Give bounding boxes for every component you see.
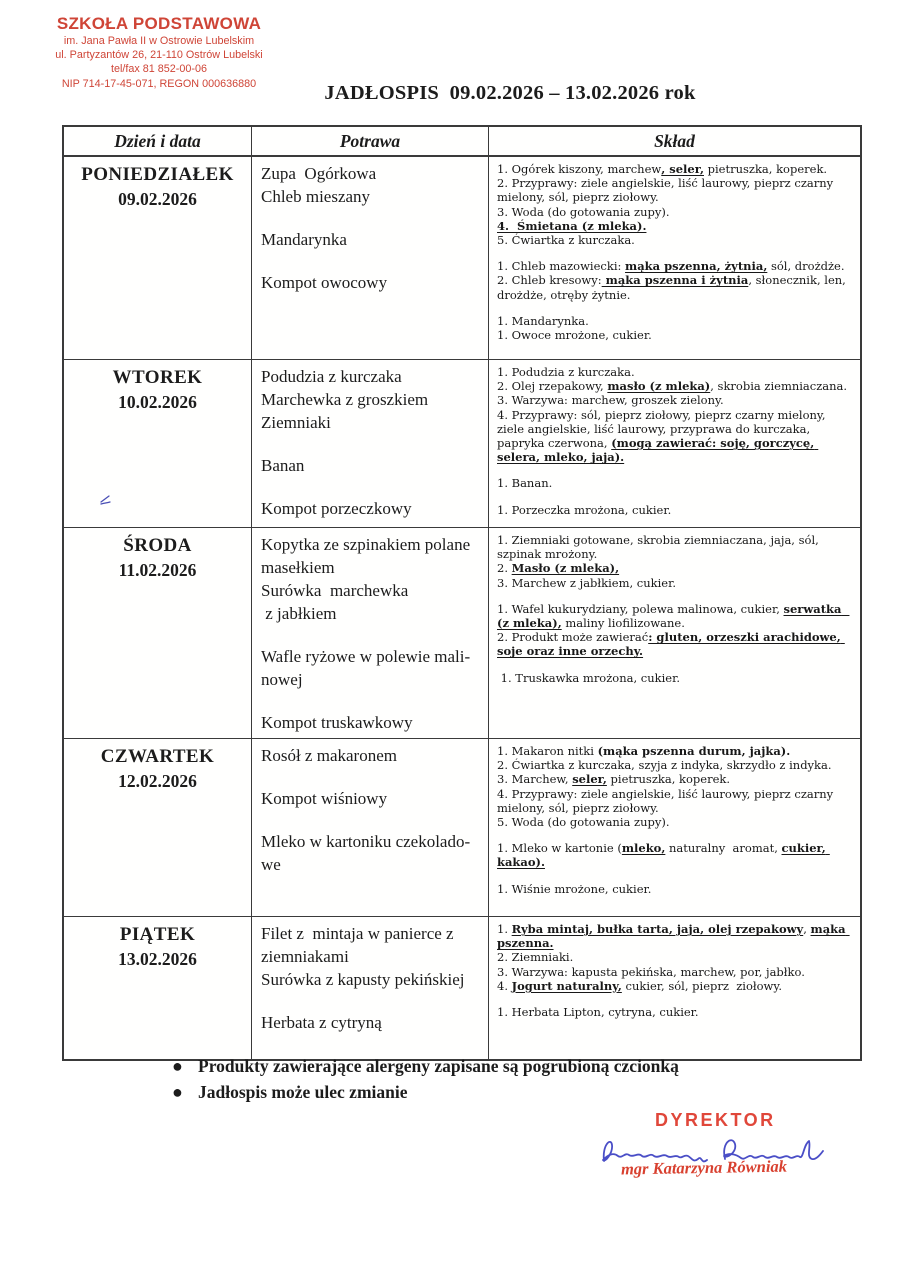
table-row: [64, 360, 860, 528]
table-header-row: [64, 127, 860, 157]
ingredient-line: [497, 464, 854, 476]
ingredient-line: 2. Masło (z mleka),: [497, 561, 620, 576]
dish-line: Rosół z makaronem: [261, 746, 397, 765]
day-cell: [64, 739, 252, 916]
dish-line: [261, 810, 484, 830]
allergen-highlight: cukier, kakao).: [497, 841, 830, 870]
allergen-highlight: mąka pszenna i żytnia: [601, 273, 749, 288]
footnote-item: [172, 1082, 812, 1103]
dish-line: Wafle ryżowe w polewie mali-nowej: [261, 647, 471, 689]
ingredient-line: [497, 247, 854, 259]
dish-line: Banan: [261, 456, 305, 475]
dish-line: [261, 251, 484, 271]
ingredient-line: [497, 829, 854, 841]
ingredient-line: 1. Truskawka mrożona, cukier.: [497, 670, 680, 685]
ingredients-cell: [489, 528, 860, 738]
dish-line: Marchewka z groszkiem: [261, 390, 429, 409]
signature-name-stamp: mgr Katarzyna Równiak: [620, 1156, 788, 1179]
allergen-highlight: mąka pszenna, żytnia,: [625, 259, 768, 274]
allergen-highlight: , seler,: [661, 162, 704, 176]
ingredient-line: 2. Przyprawy: ziele angielskie, liść laurowy, pieprz czarny mielony, sól, pieprz ziołowy.: [497, 176, 837, 205]
ingredient-line: 1. Mleko w kartonie (mleko, naturalny aromat, cukier, kakao).: [497, 841, 830, 870]
dish-line: [261, 691, 484, 711]
table-row: [64, 917, 860, 1059]
ingredient-line: 1. Ogórek kiszony, marchew, seler, pietruszka, koperek.: [497, 162, 828, 176]
ingredients-cell: [489, 157, 860, 359]
ingredient-line: 4. Jogurt naturalny, cukier, sól, pieprz ziołowy.: [497, 978, 783, 993]
day-name: WTOREK: [112, 367, 203, 388]
ingredient-line: [497, 302, 854, 314]
allergen-highlight: 4. Śmietana (z mleka).: [497, 218, 647, 233]
day-cell: [64, 157, 252, 359]
stamp-nip-regon-line: NIP 714-17-45-071, REGON 000636880: [61, 77, 257, 90]
dish-cell: [252, 739, 489, 916]
ingredient-line: 4. Przyprawy: ziele angielskie, liść laurowy, pieprz czarny mielony, sól, pieprz ziołowy.: [497, 786, 837, 815]
ingredient-line: [497, 491, 854, 503]
ingredient-line: 1. Wiśnie mrożone, cukier.: [497, 881, 652, 896]
ingredient-line: 3. Warzywa: kapusta pekińska, marchew, por, jabłko.: [497, 964, 805, 979]
dish-line: Zupa Ogórkowa: [261, 164, 377, 183]
pen-mark: [98, 492, 114, 508]
ingredient-line: 1. Mandarynka.: [497, 313, 589, 328]
ingredient-line: [497, 590, 854, 602]
ingredient-line: [497, 219, 854, 233]
dish-line: Kompot truskawkowy: [261, 713, 413, 732]
column-header-day-and-date: Dzień i data: [64, 127, 252, 155]
ingredient-line: 1. Ryba mintaj, bułka tarta, jaja, olej rzepakowy, mąka pszenna.: [497, 922, 850, 951]
allergen-highlight: (mąka pszenna durum, jajka).: [597, 744, 791, 758]
dish-line: Chleb mieszany: [261, 187, 371, 206]
ingredients-cell: [489, 739, 860, 916]
ingredients-cell: [489, 360, 860, 527]
ingredient-line: 2. Ćwiartka z kurczaka, szyja z indyka, skrzydło z indyka.: [497, 758, 832, 773]
day-name: ŚRODA: [123, 535, 192, 556]
ingredient-line: 1. Herbata Lipton, cytryna, cukier.: [497, 1005, 699, 1020]
dish-line: [261, 991, 484, 1011]
ingredient-line: 5. Woda (do gotowania zupy).: [497, 815, 670, 830]
dish-cell: [252, 157, 489, 359]
ingredient-line: 4. Przyprawy: sól, pieprz ziołowy, pieprz czarny mielony, ziele angielskie, liść laurowy, przyprawa do kurczaka, papryka czerwona, (mogą zawierać: soję, gorczycę, selera, mleko, jaja).: [497, 407, 833, 465]
allergen-highlight: : gluten, orzeszki arachidowe, soje oraz inne orzechy.: [497, 630, 845, 659]
ingredient-line: 2. Chleb kresowy: mąka pszenna i żytnia, słonecznik, len, drożdże, otręby żytnie.: [497, 273, 850, 302]
footnote-text: Jadłospis może ulec zmianie: [198, 1082, 408, 1102]
dish-line: z jabłkiem: [261, 604, 337, 623]
ingredient-line: 1. Chleb mazowiecki: mąka pszenna, żytnia, sól, drożdże.: [497, 259, 845, 274]
allergen-highlight: Ryba mintaj, bułka tarta, jaja, olej rzepakowy: [511, 922, 804, 936]
allergen-highlight: seler,: [572, 772, 607, 787]
stamp-phone-line: tel/fax 81 852-00-06: [110, 63, 208, 76]
ingredient-line: 1. Owoce mrożone, cukier.: [497, 328, 652, 343]
dish-line: Kompot wiśniowy: [261, 789, 388, 808]
dish-line: Mleko w kartoniku czekolado-we: [261, 832, 471, 874]
ingredient-line: 2. Ziemniaki.: [497, 950, 574, 965]
dish-line: [261, 434, 484, 454]
ingredient-line: 1. Podudzia z kurczaka.: [497, 365, 635, 379]
stamp-patron-line: im. Jana Pawła II w Ostrowie Lubelskim: [63, 35, 255, 47]
ingredient-line: 3. Woda (do gotowania zupy).: [497, 204, 670, 219]
column-header-ingredients: Skład: [654, 130, 695, 151]
day-cell: [64, 360, 252, 527]
dish-line: Surówka z kapusty pekińskiej: [261, 970, 465, 989]
column-header-dish: Potrawa: [252, 127, 489, 155]
dish-line: Herbata z cytryną: [261, 1013, 382, 1032]
director-label: DYREKTOR: [655, 1110, 776, 1130]
dish-line: Surówka marchewka: [261, 581, 409, 600]
table-body: [64, 157, 860, 1059]
stamp-address-line: ul. Partyzantów 26, 21-110 Ostrów Lubelski: [55, 49, 263, 62]
dish-line: Mandarynka: [261, 230, 347, 249]
day-name: PIĄTEK: [119, 924, 196, 945]
menu-table: [62, 125, 862, 1061]
document-title: JADŁOSPIS 09.02.2026 – 13.02.2026 rok: [324, 82, 696, 104]
ingredient-line: 3. Marchew z jabłkiem, cukier.: [497, 575, 676, 590]
dish-line: Kompot owocowy: [261, 273, 388, 292]
table-row: [64, 739, 860, 917]
allergen-highlight: (mogą zawierać: soję, gorczycę, selera, mleko, jaja).: [497, 436, 819, 465]
ingredient-line: [497, 659, 854, 671]
ingredient-line: [497, 870, 854, 882]
day-name: CZWARTEK: [100, 746, 215, 767]
ingredient-line: 2. Olej rzepakowy, masło (z mleka), skrobia ziemniaczana.: [497, 379, 848, 394]
dish-line: [261, 767, 484, 787]
dish-line: Ziemniaki: [261, 413, 331, 432]
day-cell: [64, 528, 252, 738]
footnotes-list: [172, 1056, 812, 1108]
stamp-school-name: SZKOŁA PODSTAWOWA: [56, 14, 262, 33]
dish-line: [261, 625, 484, 645]
allergen-highlight: mąka pszenna.: [497, 922, 850, 951]
ingredient-line: 1. Ziemniaki gotowane, skrobia ziemniaczana, jaja, sól, szpinak mrożony.: [497, 533, 823, 562]
day-cell: [64, 917, 252, 1059]
table-row: [64, 528, 860, 739]
footnote-item: [172, 1056, 812, 1077]
allergen-highlight: Masło (z mleka),: [511, 561, 620, 576]
bullet-icon: ●: [172, 1082, 183, 1102]
allergen-highlight: Jogurt naturalny,: [511, 978, 622, 993]
dish-line: [261, 208, 484, 228]
ingredient-line: 5. Ćwiartka z kurczaka.: [497, 233, 635, 248]
dish-line: Podudzia z kurczaka: [261, 367, 402, 386]
ingredients-cell: [489, 917, 860, 1059]
dish-cell: [252, 360, 489, 527]
day-date: 09.02.2026: [118, 189, 197, 209]
dish-line: Kompot porzeczkowy: [261, 499, 412, 518]
school-stamp: [34, 14, 284, 91]
ingredient-line: 2. Produkt może zawierać: gluten, orzeszki arachidowe, soje oraz inne orzechy.: [497, 630, 845, 659]
allergen-highlight: serwatka (z mleka),: [497, 601, 850, 631]
day-date: 11.02.2026: [118, 560, 197, 580]
dish-line: Kopytka ze szpinakiem polane masełkiem: [261, 535, 475, 577]
day-date: 12.02.2026: [118, 771, 197, 791]
day-name: PONIEDZIAŁEK: [81, 164, 234, 185]
allergen-highlight: mleko,: [621, 841, 666, 856]
allergen-highlight: masło (z mleka): [607, 379, 711, 394]
footnote-text: Produkty zawierające alergeny zapisane są pogrubioną czcionką: [198, 1056, 679, 1076]
dish-cell: [252, 528, 489, 738]
ingredient-line: 1. Porzeczka mrożona, cukier.: [497, 502, 672, 517]
bullet-icon: ●: [172, 1056, 183, 1076]
ingredient-line: 1. Wafel kukurydziany, polewa malinowa, cukier, serwatka (z mleka), maliny liofilizowane.: [497, 601, 850, 631]
day-date: 13.02.2026: [118, 949, 197, 969]
ingredient-line: 3. Marchew, seler, pietruszka, koperek.: [497, 772, 731, 787]
dish-line: Filet z mintaja w panierce z ziemniakami: [261, 924, 458, 966]
table-row: [64, 157, 860, 360]
day-date: 10.02.2026: [118, 392, 197, 412]
ingredient-line: 1. Banan.: [497, 476, 553, 491]
dish-cell: [252, 917, 489, 1059]
ingredient-line: 1. Makaron nitki (mąka pszenna durum, jajka).: [497, 744, 791, 758]
ingredient-line: [497, 993, 854, 1005]
dish-line: [261, 477, 484, 497]
ingredient-line: 3. Warzywa: marchew, groszek zielony.: [497, 393, 724, 408]
